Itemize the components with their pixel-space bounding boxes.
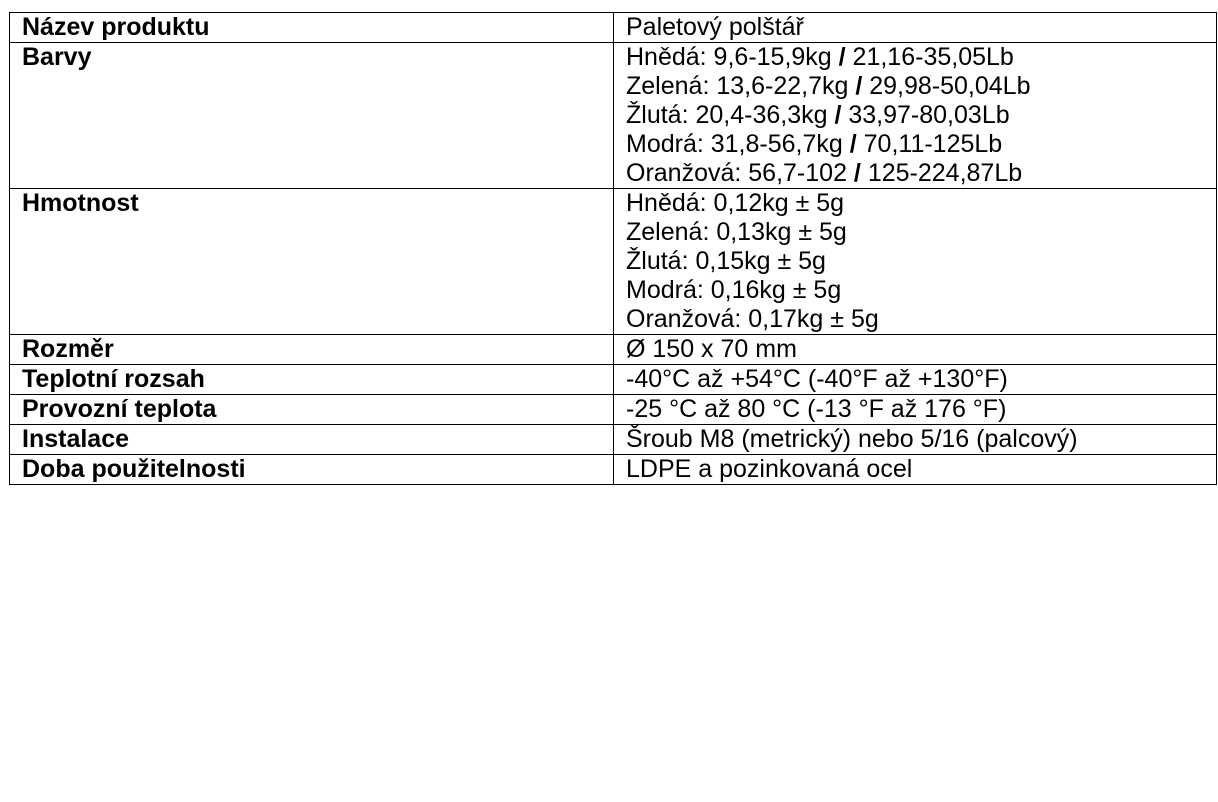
table-row-operating-temperature <box>10 395 1217 425</box>
color-load-line <box>626 43 1204 72</box>
row-value: -25 °C až 80 °C (-13 °F až 176 °F) <box>614 395 1217 425</box>
product-spec-table <box>9 12 1217 485</box>
table-row-installation <box>10 425 1217 455</box>
table-row-shelf-life <box>10 455 1217 485</box>
color-load-metric: Zelená: 13,6-22,7kg <box>626 72 856 100</box>
row-value-multiline <box>614 189 1217 335</box>
table-row-temperature-range <box>10 365 1217 395</box>
unit-separator: / <box>855 72 863 100</box>
color-load-line <box>626 101 1204 130</box>
color-load-metric: Hnědá: 9,6-15,9kg <box>626 43 839 71</box>
row-label: Název produktu <box>10 13 614 43</box>
unit-separator: / <box>853 159 861 187</box>
row-label: Hmotnost <box>10 189 614 335</box>
color-load-line <box>626 130 1204 159</box>
weight-line: Zelená: 0,13kg ± 5g <box>626 218 847 246</box>
row-value: Paletový polštář <box>614 13 1217 43</box>
color-load-line <box>626 72 1204 101</box>
unit-separator: / <box>849 130 857 158</box>
table-row-dimension <box>10 335 1217 365</box>
row-label: Instalace <box>10 425 614 455</box>
unit-separator: / <box>834 101 842 129</box>
color-load-line <box>626 159 1204 188</box>
color-load-metric: Modrá: 31,8-56,7kg <box>626 130 850 158</box>
color-load-metric: Oranžová: 56,7-102 <box>626 159 854 187</box>
color-load-imperial: 125-224,87Lb <box>860 159 1023 187</box>
weight-line: Modrá: 0,16kg ± 5g <box>626 276 842 304</box>
color-load-metric: Žlutá: 20,4-36,3kg <box>626 101 835 129</box>
row-label: Barvy <box>10 43 614 189</box>
color-load-imperial: 70,11-125Lb <box>856 130 1003 158</box>
weight-line: Oranžová: 0,17kg ± 5g <box>626 305 879 333</box>
color-load-imperial: 33,97-80,03Lb <box>841 101 1010 129</box>
color-load-imperial: 29,98-50,04Lb <box>862 72 1031 100</box>
unit-separator: / <box>838 43 846 71</box>
row-value: -40°C až +54°C (-40°F až +130°F) <box>614 365 1217 395</box>
row-value-multiline <box>614 43 1217 189</box>
table-row-colors <box>10 43 1217 189</box>
row-value: Ø 150 x 70 mm <box>614 335 1217 365</box>
row-label: Doba použitelnosti <box>10 455 614 485</box>
row-label: Teplotní rozsah <box>10 365 614 395</box>
row-value: Šroub M8 (metrický) nebo 5/16 (palcový) <box>614 425 1217 455</box>
weight-line: Žlutá: 0,15kg ± 5g <box>626 247 826 275</box>
table-row-weight <box>10 189 1217 335</box>
row-label: Provozní teplota <box>10 395 614 425</box>
color-load-imperial: 21,16-35,05Lb <box>845 43 1014 71</box>
table-row-product-name <box>10 13 1217 43</box>
weight-line: Hnědá: 0,12kg ± 5g <box>626 189 845 217</box>
row-value: LDPE a pozinkovaná ocel <box>614 455 1217 485</box>
row-label: Rozměr <box>10 335 614 365</box>
